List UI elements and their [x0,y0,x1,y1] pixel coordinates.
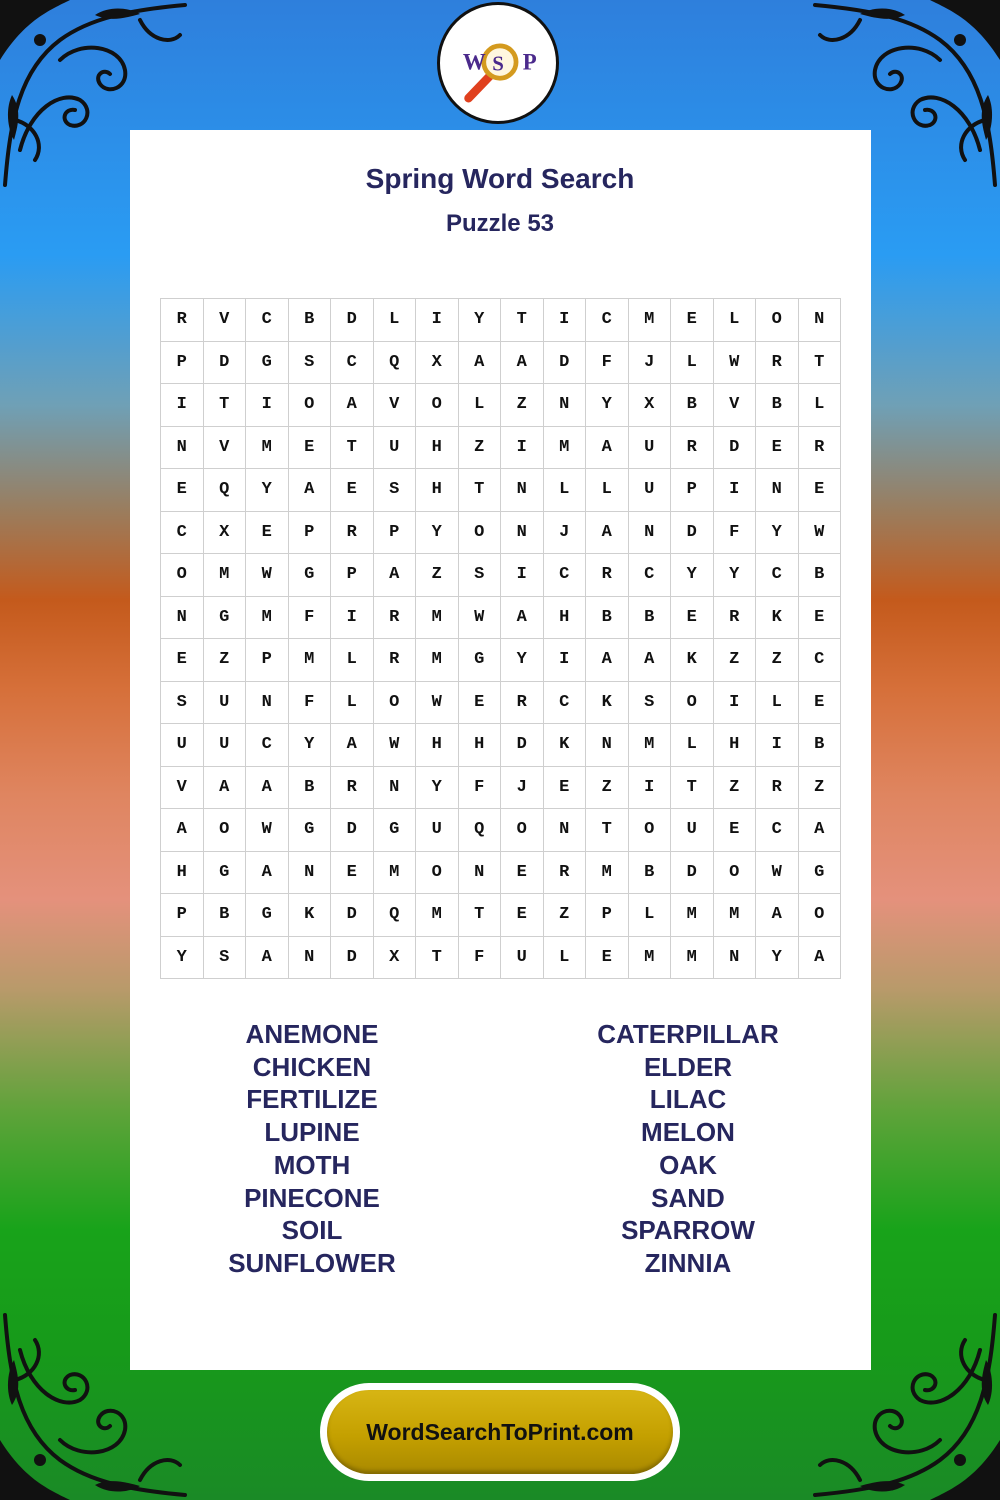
grid-cell[interactable]: K [586,682,629,725]
grid-cell[interactable]: R [161,299,204,342]
grid-cell[interactable]: K [544,724,587,767]
grid-cell[interactable]: T [331,427,374,470]
grid-cell[interactable]: T [204,384,247,427]
grid-cell[interactable]: K [756,597,799,640]
grid-cell[interactable]: C [161,512,204,555]
word-list-item: CHICKEN [252,1051,372,1082]
grid-cell[interactable]: L [331,682,374,725]
grid-cell[interactable]: W [756,852,799,895]
grid-cell[interactable]: S [161,682,204,725]
grid-cell[interactable]: S [374,469,417,512]
grid-cell[interactable]: G [289,554,332,597]
grid-cell[interactable]: E [459,682,502,725]
grid-cell[interactable]: R [331,512,374,555]
grid-cell[interactable]: M [586,852,629,895]
grid-cell[interactable]: F [586,342,629,385]
grid-cell[interactable]: P [331,554,374,597]
grid-cell[interactable]: L [799,384,842,427]
grid-cell[interactable]: P [374,512,417,555]
word-list-item: MOTH [273,1149,351,1180]
grid-cell[interactable]: A [629,639,672,682]
grid-cell[interactable]: L [544,469,587,512]
grid-cell[interactable]: L [756,682,799,725]
grid-cell[interactable]: H [544,597,587,640]
grid-cell[interactable]: C [799,639,842,682]
word-list-item: LILAC [649,1084,727,1115]
logo-letter-s: S [492,51,504,76]
puzzle-title: Spring Word Search [365,163,635,194]
grid-cell[interactable]: W [459,597,502,640]
grid-cell[interactable]: A [799,809,842,852]
grid-cell[interactable]: M [671,894,714,937]
grid-cell[interactable]: F [289,597,332,640]
grid-cell[interactable]: H [714,724,757,767]
grid-cell[interactable]: O [756,299,799,342]
grid-cell[interactable]: G [204,597,247,640]
grid-cell[interactable]: Z [799,767,842,810]
grid-cell[interactable]: T [459,894,502,937]
grid-cell[interactable]: B [289,299,332,342]
grid-cell[interactable]: E [586,937,629,980]
grid-cell[interactable]: M [629,299,672,342]
grid-cell[interactable]: E [671,299,714,342]
grid-cell[interactable]: C [629,554,672,597]
grid-cell[interactable]: P [161,342,204,385]
grid-cell[interactable]: V [714,384,757,427]
grid-cell[interactable]: N [629,512,672,555]
grid-cell[interactable]: E [246,512,289,555]
grid-cell[interactable]: L [374,299,417,342]
logo-letter-p: P [522,49,537,75]
grid-cell[interactable]: D [671,852,714,895]
grid-cell[interactable]: R [331,767,374,810]
grid-cell[interactable]: A [586,639,629,682]
grid-cell[interactable]: D [671,512,714,555]
grid-cell[interactable]: S [204,937,247,980]
grid-cell[interactable]: R [714,597,757,640]
grid-cell[interactable]: F [714,512,757,555]
grid-cell[interactable]: W [799,512,842,555]
grid-cell[interactable]: U [501,937,544,980]
word-list-item: SUNFLOWER [228,1247,396,1278]
grid-cell[interactable]: M [544,427,587,470]
grid-cell[interactable]: G [459,639,502,682]
grid-cell[interactable]: M [246,597,289,640]
grid-cell[interactable]: U [204,682,247,725]
grid-cell[interactable]: O [799,894,842,937]
word-list-item: ANEMONE [245,1019,379,1049]
logo-letter-w: W [462,49,486,75]
grid-cell[interactable]: C [246,299,289,342]
grid-cell[interactable]: E [161,639,204,682]
grid-cell[interactable]: A [459,342,502,385]
grid-cell[interactable]: N [799,299,842,342]
grid-cell[interactable]: O [629,809,672,852]
grid-cell[interactable]: X [204,512,247,555]
grid-cell[interactable]: M [629,937,672,980]
grid-cell[interactable]: O [416,384,459,427]
word-list-item: CATERPILLAR [597,1019,779,1049]
grid-cell[interactable]: L [671,342,714,385]
grid-cell[interactable]: C [246,724,289,767]
grid-cell[interactable]: W [246,809,289,852]
grid-cell[interactable]: A [799,937,842,980]
grid-cell[interactable]: I [714,682,757,725]
grid-cell[interactable]: Y [416,767,459,810]
grid-cell[interactable]: A [204,767,247,810]
grid-cell[interactable]: S [629,682,672,725]
grid-cell[interactable]: S [289,342,332,385]
grid-cell[interactable]: R [756,342,799,385]
grid-cell[interactable]: B [629,597,672,640]
grid-cell[interactable]: Y [289,724,332,767]
grid-cell[interactable]: S [459,554,502,597]
grid-cell[interactable]: A [501,597,544,640]
grid-cell[interactable]: E [161,469,204,512]
grid-cell[interactable]: M [671,937,714,980]
grid-cell[interactable]: N [459,852,502,895]
grid-cell[interactable]: N [501,512,544,555]
grid-cell[interactable]: A [289,469,332,512]
grid-cell[interactable]: G [289,809,332,852]
grid-cell[interactable]: P [586,894,629,937]
grid-cell[interactable]: U [416,809,459,852]
grid-cell[interactable]: M [416,597,459,640]
grid-cell[interactable]: I [246,384,289,427]
grid-cell[interactable]: R [374,597,417,640]
grid-cell[interactable]: W [714,342,757,385]
grid-cell[interactable]: P [246,639,289,682]
grid-cell[interactable]: Z [586,767,629,810]
grid-cell[interactable]: Y [416,512,459,555]
grid-cell[interactable]: V [204,427,247,470]
grid-cell[interactable]: F [289,682,332,725]
word-list-item: PINECONE [244,1182,380,1213]
grid-cell[interactable]: L [714,299,757,342]
grid-cell[interactable]: T [799,342,842,385]
grid-cell[interactable]: C [756,809,799,852]
grid-cell[interactable]: Z [459,427,502,470]
grid-cell[interactable]: L [459,384,502,427]
grid-cell[interactable]: I [501,427,544,470]
grid-cell[interactable]: A [246,937,289,980]
word-list-item: SAND [651,1182,725,1213]
grid-cell[interactable]: I [756,724,799,767]
grid-cell[interactable]: Z [756,639,799,682]
grid-cell[interactable]: L [544,937,587,980]
word-list-item: FERTILIZE [246,1084,378,1115]
grid-cell[interactable]: O [374,682,417,725]
grid-cell[interactable]: F [459,937,502,980]
word-list-item: LUPINE [264,1117,360,1148]
grid-cell[interactable]: I [714,469,757,512]
grid-cell[interactable]: L [629,894,672,937]
grid-cell[interactable]: R [374,639,417,682]
grid-cell[interactable]: C [756,554,799,597]
grid-cell[interactable]: C [544,554,587,597]
grid-cell[interactable]: V [374,384,417,427]
grid-cell[interactable]: P [161,894,204,937]
grid-cell[interactable]: C [331,342,374,385]
grid-cell[interactable]: E [331,852,374,895]
grid-cell[interactable]: Y [501,639,544,682]
grid-cell[interactable]: M [246,427,289,470]
grid-cell[interactable]: O [161,554,204,597]
grid-cell[interactable]: D [331,299,374,342]
grid-cell[interactable]: Y [586,384,629,427]
puzzle-number: Puzzle 53 [445,210,555,237]
grid-cell[interactable]: D [331,809,374,852]
grid-cell[interactable]: T [671,767,714,810]
grid-cell[interactable]: D [544,342,587,385]
grid-cell[interactable]: T [586,809,629,852]
grid-cell[interactable]: Y [756,512,799,555]
grid-cell[interactable]: M [714,894,757,937]
grid-cell[interactable]: L [331,639,374,682]
grid-cell[interactable]: O [289,384,332,427]
grid-cell[interactable]: Z [714,767,757,810]
grid-cell[interactable]: A [756,894,799,937]
grid-cell[interactable]: J [501,767,544,810]
grid-cell[interactable]: A [331,724,374,767]
grid-cell[interactable]: C [544,682,587,725]
grid-cell[interactable]: W [416,682,459,725]
grid-cell[interactable]: X [416,342,459,385]
grid-cell[interactable]: X [629,384,672,427]
site-logo[interactable] [437,2,559,124]
grid-cell[interactable]: E [501,852,544,895]
grid-cell[interactable]: Y [756,937,799,980]
grid-cell[interactable]: Q [204,469,247,512]
grid-cell[interactable]: W [374,724,417,767]
grid-cell[interactable]: N [586,724,629,767]
grid-cell[interactable]: N [756,469,799,512]
grid-cell[interactable]: I [544,639,587,682]
grid-cell[interactable]: F [459,767,502,810]
grid-cell[interactable]: T [501,299,544,342]
grid-cell[interactable]: U [204,724,247,767]
grid-cell[interactable]: E [756,427,799,470]
grid-cell[interactable]: Q [374,894,417,937]
grid-cell[interactable]: Y [246,469,289,512]
grid-cell[interactable]: K [289,894,332,937]
grid-cell[interactable]: B [586,597,629,640]
grid-cell[interactable]: O [459,512,502,555]
grid-cell[interactable]: T [416,937,459,980]
grid-cell[interactable]: D [331,937,374,980]
grid-cell[interactable]: A [586,512,629,555]
grid-cell[interactable]: R [586,554,629,597]
grid-cell[interactable]: A [331,384,374,427]
grid-cell[interactable]: H [161,852,204,895]
grid-cell[interactable]: B [629,852,672,895]
grid-cell[interactable]: B [756,384,799,427]
grid-cell[interactable]: I [331,597,374,640]
grid-cell[interactable]: G [799,852,842,895]
word-list-item: ELDER [643,1051,733,1082]
grid-cell[interactable]: M [629,724,672,767]
grid-cell[interactable]: E [799,597,842,640]
grid-cell[interactable]: B [671,384,714,427]
grid-cell[interactable]: D [501,724,544,767]
grid-cell[interactable]: Q [459,809,502,852]
grid-cell[interactable]: A [501,342,544,385]
grid-cell[interactable]: Z [714,639,757,682]
grid-cell[interactable]: I [161,384,204,427]
grid-cell[interactable]: Z [544,894,587,937]
grid-cell[interactable]: Y [671,554,714,597]
grid-cell[interactable]: E [501,894,544,937]
grid-cell[interactable]: O [204,809,247,852]
grid-cell[interactable]: T [459,469,502,512]
word-list-left [162,1018,462,1280]
grid-cell[interactable]: O [501,809,544,852]
grid-cell[interactable]: L [586,469,629,512]
grid-cell[interactable]: Z [204,639,247,682]
grid-cell[interactable]: E [799,469,842,512]
grid-cell[interactable]: P [671,469,714,512]
grid-cell[interactable]: B [799,724,842,767]
grid-cell[interactable]: U [629,427,672,470]
grid-cell[interactable]: R [501,682,544,725]
grid-cell[interactable]: I [544,299,587,342]
grid-cell[interactable]: U [671,809,714,852]
grid-cell[interactable]: D [331,894,374,937]
magnifier-logo-icon [440,5,556,121]
grid-cell[interactable]: H [459,724,502,767]
grid-cell[interactable]: K [671,639,714,682]
grid-cell[interactable]: D [714,427,757,470]
grid-cell[interactable]: J [629,342,672,385]
grid-cell[interactable]: G [374,809,417,852]
grid-cell[interactable]: O [714,852,757,895]
grid-cell[interactable]: B [204,894,247,937]
grid-cell[interactable]: C [586,299,629,342]
grid-cell[interactable]: R [544,852,587,895]
word-list-item: OAK [659,1149,717,1180]
word-list-item: MELON [641,1117,735,1148]
letter-grid [160,298,841,979]
grid-cell[interactable]: M [374,852,417,895]
grid-cell[interactable]: G [246,342,289,385]
grid-cell[interactable]: Y [459,299,502,342]
grid-cell[interactable]: M [416,894,459,937]
footer-site-link[interactable]: WordSearchToPrint.com [327,1390,673,1474]
grid-cell[interactable]: N [161,597,204,640]
grid-cell[interactable]: G [246,894,289,937]
grid-cell[interactable]: I [416,299,459,342]
word-list-right [538,1018,838,1280]
grid-cell[interactable]: G [204,852,247,895]
grid-cell[interactable]: U [629,469,672,512]
grid-cell[interactable]: I [501,554,544,597]
grid-cell[interactable]: N [714,937,757,980]
grid-cell[interactable]: A [586,427,629,470]
grid-cell[interactable]: Z [416,554,459,597]
word-list-item: ZINNIA [644,1247,732,1278]
grid-cell[interactable]: R [756,767,799,810]
grid-cell[interactable]: N [161,427,204,470]
grid-cell[interactable]: M [416,639,459,682]
grid-cell[interactable]: O [416,852,459,895]
grid-cell[interactable]: R [799,427,842,470]
grid-cell[interactable]: E [671,597,714,640]
grid-cell[interactable]: N [544,809,587,852]
grid-cell[interactable]: J [544,512,587,555]
grid-cell[interactable]: X [374,937,417,980]
grid-cell[interactable]: A [246,767,289,810]
grid-cell[interactable]: H [416,724,459,767]
grid-cell[interactable]: E [331,469,374,512]
grid-cell[interactable]: E [799,682,842,725]
grid-cell[interactable]: Z [501,384,544,427]
grid-cell[interactable]: N [544,384,587,427]
grid-cell[interactable]: R [671,427,714,470]
grid-cell[interactable]: B [289,767,332,810]
grid-cell[interactable]: N [501,469,544,512]
grid-cell[interactable]: O [671,682,714,725]
grid-cell[interactable]: N [246,682,289,725]
word-list-item: SPARROW [621,1215,755,1246]
grid-cell[interactable]: E [544,767,587,810]
grid-cell[interactable]: Q [374,342,417,385]
grid-cell[interactable]: E [289,427,332,470]
grid-cell[interactable]: M [289,639,332,682]
grid-cell[interactable]: A [161,809,204,852]
grid-cell[interactable]: Y [161,937,204,980]
grid-cell[interactable]: U [161,724,204,767]
grid-cell[interactable]: A [246,852,289,895]
grid-cell[interactable]: L [671,724,714,767]
grid-cell[interactable]: E [714,809,757,852]
grid-cell[interactable]: N [289,937,332,980]
grid-cell[interactable]: B [799,554,842,597]
grid-cell[interactable]: P [289,512,332,555]
grid-cell[interactable]: N [374,767,417,810]
grid-cell[interactable]: H [416,469,459,512]
grid-cell[interactable]: A [374,554,417,597]
grid-cell[interactable]: N [289,852,332,895]
grid-cell[interactable]: I [629,767,672,810]
grid-cell[interactable]: W [246,554,289,597]
grid-cell[interactable]: Y [714,554,757,597]
grid-cell[interactable]: V [161,767,204,810]
grid-cell[interactable]: U [374,427,417,470]
grid-cell[interactable]: D [204,342,247,385]
grid-cell[interactable]: M [204,554,247,597]
grid-cell[interactable]: V [204,299,247,342]
word-list-item: SOIL [281,1215,343,1246]
grid-cell[interactable]: H [416,427,459,470]
